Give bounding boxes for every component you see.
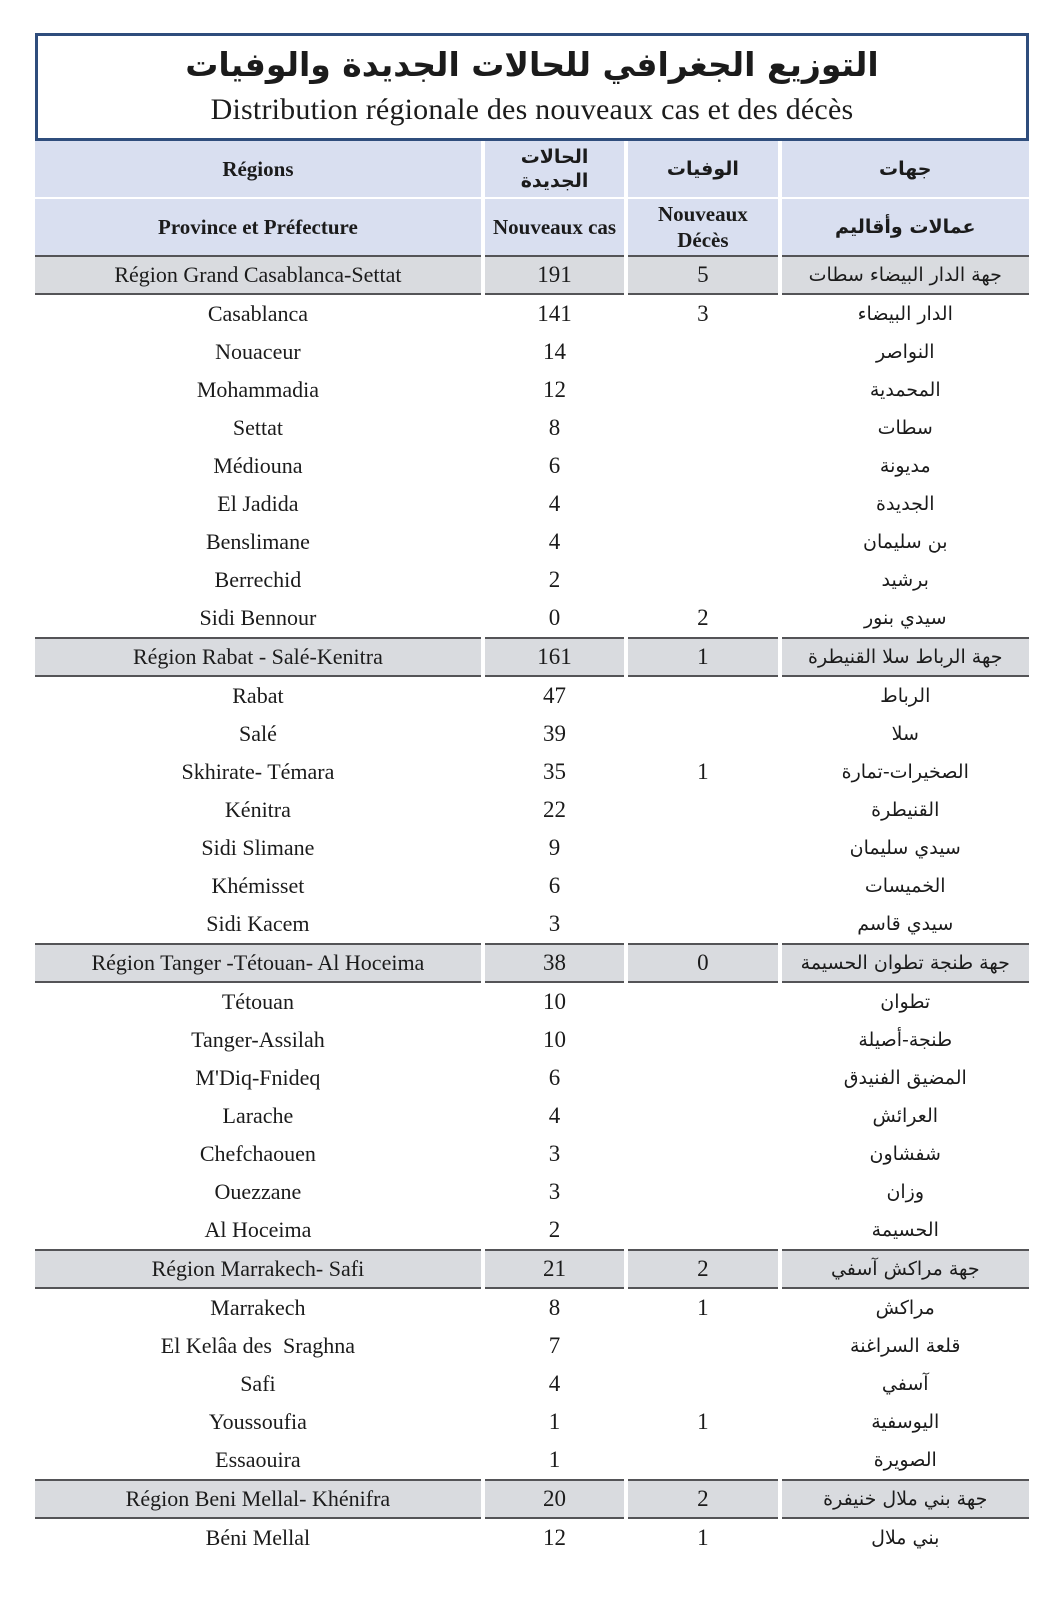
- name-cell: Région Marrakech- Safi: [35, 1249, 481, 1289]
- new-cases-cell: 47: [485, 677, 624, 715]
- arabic-name-cell: الخميسات: [782, 867, 1029, 905]
- table-row-province: [35, 371, 1029, 409]
- table-row-province: [35, 983, 1029, 1021]
- arabic-name-cell: اليوسفية: [782, 1403, 1029, 1441]
- arabic-name-cell: جهة الرباط سلا القنيطرة: [782, 637, 1029, 677]
- arabic-name-cell: وزان: [782, 1173, 1029, 1211]
- new-cases-cell: 4: [485, 1097, 624, 1135]
- new-cases-cell: 12: [485, 1519, 624, 1557]
- new-deaths-cell: [628, 1211, 777, 1249]
- new-deaths-cell: 3: [628, 295, 777, 333]
- new-deaths-cell: [628, 867, 777, 905]
- new-deaths-header-cell: Nouveaux Décès: [628, 199, 777, 255]
- table-row-province: [35, 333, 1029, 371]
- french-title: Distribution régionale des nouveaux cas et des décès: [210, 93, 854, 126]
- table-row-province: [35, 485, 1029, 523]
- table-row-province: [35, 1173, 1029, 1211]
- new-cases-cell: 141: [485, 295, 624, 333]
- new-deaths-cell: [628, 1327, 777, 1365]
- table-row-region: [35, 943, 1029, 983]
- table-row-province: [35, 1519, 1029, 1557]
- name-cell: Région Beni Mellal- Khénifra: [35, 1479, 481, 1519]
- new-cases-cell: 4: [485, 523, 624, 561]
- new-cases-cell: 7: [485, 1327, 624, 1365]
- new-deaths-cell: [628, 371, 777, 409]
- name-cell: Nouaceur: [35, 333, 481, 371]
- arabic-name-cell: قلعة السراغنة: [782, 1327, 1029, 1365]
- new-cases-cell: 14: [485, 333, 624, 371]
- arabic-name-cell: سطات: [782, 409, 1029, 447]
- name-cell: Settat: [35, 409, 481, 447]
- provinces-arabic-header-cell: عمالات وأقاليم: [782, 199, 1029, 255]
- table-row-province: [35, 829, 1029, 867]
- name-cell: El Jadida: [35, 485, 481, 523]
- name-cell: Skhirate- Témara: [35, 753, 481, 791]
- new-cases-cell: 2: [485, 1211, 624, 1249]
- table-row-province: [35, 905, 1029, 943]
- table-row-region: [35, 1249, 1029, 1289]
- new-deaths-cell: [628, 1059, 777, 1097]
- table-row-province: [35, 1327, 1029, 1365]
- table-row-province: [35, 1059, 1029, 1097]
- new-deaths-cell: [628, 677, 777, 715]
- new-cases-cell: 38: [485, 943, 624, 983]
- name-cell: Tétouan: [35, 983, 481, 1021]
- arabic-name-cell: جهة طنجة تطوان الحسيمة: [782, 943, 1029, 983]
- name-cell: Safi: [35, 1365, 481, 1403]
- name-cell: Sidi Slimane: [35, 829, 481, 867]
- table-row-region: [35, 255, 1029, 295]
- new-cases-cell: 4: [485, 485, 624, 523]
- deaths-arabic-header-cell: الوفيات: [628, 141, 777, 199]
- name-cell: M'Diq-Fnideq: [35, 1059, 481, 1097]
- table-row-province: [35, 447, 1029, 485]
- new-cases-cell: 39: [485, 715, 624, 753]
- arabic-name-cell: العرائش: [782, 1097, 1029, 1135]
- arabic-name-cell: مديونة: [782, 447, 1029, 485]
- new-deaths-cell: [628, 1021, 777, 1059]
- arabic-name-cell: الصخيرات-تمارة: [782, 753, 1029, 791]
- name-cell: Région Rabat - Salé-Kenitra: [35, 637, 481, 677]
- table-row-province: [35, 1365, 1029, 1403]
- arabic-name-cell: جهة الدار البيضاء سطات: [782, 255, 1029, 295]
- arabic-name-cell: الحسيمة: [782, 1211, 1029, 1249]
- table-row-province: [35, 1441, 1029, 1479]
- new-deaths-cell: 2: [628, 1249, 777, 1289]
- arabic-name-cell: الرباط: [782, 677, 1029, 715]
- table-row-province: [35, 561, 1029, 599]
- new-deaths-cell: 1: [628, 1519, 777, 1557]
- new-deaths-cell: [628, 561, 777, 599]
- name-cell: Région Grand Casablanca-Settat: [35, 255, 481, 295]
- name-cell: Ouezzane: [35, 1173, 481, 1211]
- new-cases-cell: 20: [485, 1479, 624, 1519]
- new-cases-cell: 3: [485, 905, 624, 943]
- arabic-title: التوزيع الجغرافي للحالات الجديدة والوفيات: [185, 45, 879, 84]
- arabic-name-cell: سلا: [782, 715, 1029, 753]
- province-header-cell: Province et Préfecture: [35, 199, 481, 255]
- table-row-province: [35, 1211, 1029, 1249]
- arabic-name-cell: القنيطرة: [782, 791, 1029, 829]
- name-cell: Casablanca: [35, 295, 481, 333]
- new-deaths-cell: [628, 447, 777, 485]
- name-cell: Rabat: [35, 677, 481, 715]
- distribution-table: [31, 141, 1033, 1557]
- name-cell: Béni Mellal: [35, 1519, 481, 1557]
- new-cases-cell: 6: [485, 1059, 624, 1097]
- arabic-name-cell: المحمدية: [782, 371, 1029, 409]
- name-cell: Région Tanger -Tétouan- Al Hoceima: [35, 943, 481, 983]
- name-cell: Kénitra: [35, 791, 481, 829]
- table-row-province: [35, 791, 1029, 829]
- new-deaths-cell: 2: [628, 599, 777, 637]
- new-cases-header-cell: Nouveaux cas: [485, 199, 624, 255]
- arabic-name-cell: سيدي بنور: [782, 599, 1029, 637]
- new-deaths-cell: [628, 1097, 777, 1135]
- new-deaths-cell: 5: [628, 255, 777, 295]
- new-deaths-cell: [628, 829, 777, 867]
- name-cell: Essaouira: [35, 1441, 481, 1479]
- table-row-province: [35, 867, 1029, 905]
- regions-arabic-header-cell: جهات: [782, 141, 1029, 199]
- new-cases-cell: 9: [485, 829, 624, 867]
- new-cases-cell: 6: [485, 867, 624, 905]
- table-row-province: [35, 295, 1029, 333]
- arabic-name-cell: المضيق الفنيدق: [782, 1059, 1029, 1097]
- name-cell: Larache: [35, 1097, 481, 1135]
- header-row-arabic: [35, 141, 1029, 199]
- new-cases-cell: 22: [485, 791, 624, 829]
- table-row-province: [35, 1097, 1029, 1135]
- arabic-name-cell: آسفي: [782, 1365, 1029, 1403]
- table-row-province: [35, 1135, 1029, 1173]
- header-row-french: [35, 199, 1029, 255]
- name-cell: Médiouna: [35, 447, 481, 485]
- new-cases-cell: 10: [485, 1021, 624, 1059]
- table-row-province: [35, 1021, 1029, 1059]
- name-cell: Sidi Bennour: [35, 599, 481, 637]
- name-cell: Youssoufia: [35, 1403, 481, 1441]
- new-cases-cell: 3: [485, 1135, 624, 1173]
- table-row-province: [35, 753, 1029, 791]
- new-cases-cell: 21: [485, 1249, 624, 1289]
- new-cases-cell: 1: [485, 1441, 624, 1479]
- new-cases-cell: 4: [485, 1365, 624, 1403]
- table-body: [35, 255, 1029, 1557]
- name-cell: Sidi Kacem: [35, 905, 481, 943]
- arabic-name-cell: جهة مراكش آسفي: [782, 1249, 1029, 1289]
- new-deaths-cell: [628, 715, 777, 753]
- name-cell: El Kelâa des Sraghna: [35, 1327, 481, 1365]
- arabic-name-cell: النواصر: [782, 333, 1029, 371]
- arabic-name-cell: الصويرة: [782, 1441, 1029, 1479]
- new-deaths-cell: [628, 1365, 777, 1403]
- new-deaths-cell: [628, 791, 777, 829]
- new-cases-arabic-header-cell: الحالات الجديدة: [485, 141, 624, 199]
- name-cell: Al Hoceima: [35, 1211, 481, 1249]
- table-row-province: [35, 599, 1029, 637]
- new-deaths-cell: [628, 1173, 777, 1211]
- title-box: [35, 33, 1029, 141]
- new-cases-cell: 191: [485, 255, 624, 295]
- new-cases-cell: 6: [485, 447, 624, 485]
- table-row-region: [35, 1479, 1029, 1519]
- arabic-name-cell: الدار البيضاء: [782, 295, 1029, 333]
- table-row-region: [35, 637, 1029, 677]
- arabic-name-cell: جهة بني ملال خنيفرة: [782, 1479, 1029, 1519]
- arabic-name-cell: سيدي قاسم: [782, 905, 1029, 943]
- table-row-province: [35, 677, 1029, 715]
- table-row-province: [35, 409, 1029, 447]
- arabic-name-cell: مراكش: [782, 1289, 1029, 1327]
- name-cell: Khémisset: [35, 867, 481, 905]
- new-deaths-cell: [628, 905, 777, 943]
- new-deaths-cell: [628, 1441, 777, 1479]
- arabic-name-cell: الجديدة: [782, 485, 1029, 523]
- arabic-name-cell: بني ملال: [782, 1519, 1029, 1557]
- table-row-province: [35, 715, 1029, 753]
- arabic-name-cell: سيدي سليمان: [782, 829, 1029, 867]
- name-cell: Chefchaouen: [35, 1135, 481, 1173]
- new-deaths-cell: 0: [628, 943, 777, 983]
- new-deaths-cell: 1: [628, 637, 777, 677]
- new-deaths-cell: [628, 523, 777, 561]
- new-deaths-cell: [628, 485, 777, 523]
- arabic-name-cell: تطوان: [782, 983, 1029, 1021]
- new-cases-cell: 8: [485, 409, 624, 447]
- name-cell: Salé: [35, 715, 481, 753]
- name-cell: Marrakech: [35, 1289, 481, 1327]
- new-deaths-cell: 1: [628, 1289, 777, 1327]
- new-cases-cell: 35: [485, 753, 624, 791]
- name-cell: Mohammadia: [35, 371, 481, 409]
- new-cases-cell: 1: [485, 1403, 624, 1441]
- new-cases-cell: 2: [485, 561, 624, 599]
- table-row-province: [35, 1289, 1029, 1327]
- table-row-province: [35, 1403, 1029, 1441]
- new-deaths-cell: 2: [628, 1479, 777, 1519]
- new-deaths-cell: 1: [628, 753, 777, 791]
- new-cases-cell: 12: [485, 371, 624, 409]
- regions-header-cell: Régions: [35, 141, 481, 199]
- arabic-name-cell: بن سليمان: [782, 523, 1029, 561]
- new-cases-cell: 10: [485, 983, 624, 1021]
- new-deaths-cell: [628, 409, 777, 447]
- table-row-province: [35, 523, 1029, 561]
- name-cell: Berrechid: [35, 561, 481, 599]
- new-cases-cell: 0: [485, 599, 624, 637]
- new-deaths-cell: [628, 983, 777, 1021]
- name-cell: Benslimane: [35, 523, 481, 561]
- table-header: [35, 141, 1029, 255]
- name-cell: Tanger-Assilah: [35, 1021, 481, 1059]
- new-deaths-cell: [628, 1135, 777, 1173]
- new-deaths-cell: [628, 333, 777, 371]
- new-cases-cell: 3: [485, 1173, 624, 1211]
- new-cases-cell: 8: [485, 1289, 624, 1327]
- arabic-name-cell: شفشاون: [782, 1135, 1029, 1173]
- arabic-name-cell: طنجة-أصيلة: [782, 1021, 1029, 1059]
- new-cases-cell: 161: [485, 637, 624, 677]
- new-deaths-cell: 1: [628, 1403, 777, 1441]
- arabic-name-cell: برشيد: [782, 561, 1029, 599]
